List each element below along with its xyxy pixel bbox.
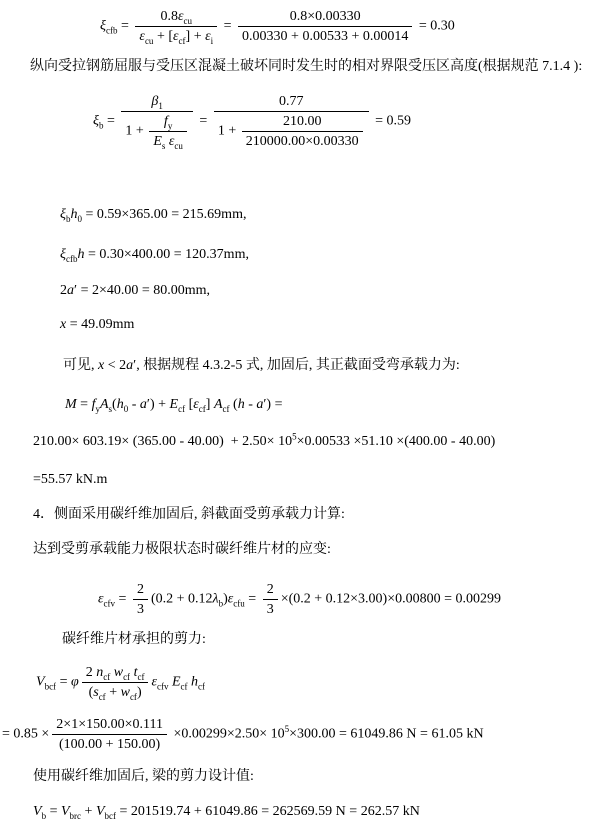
math-var: h (70, 207, 78, 222)
paragraph-text: < 2 (104, 358, 127, 373)
fraction-denominator (82, 683, 149, 701)
fraction-numerator: 2×1×150.00×0.111 (52, 716, 167, 735)
equation-strain (98, 581, 501, 618)
math-text: = (195, 113, 211, 129)
fraction-numerator: 210.00 (242, 113, 363, 132)
fraction-numerator (149, 113, 187, 132)
math-text: = 0.85 × (2, 726, 50, 742)
fraction (135, 8, 217, 45)
math-text: (0.2 + 0.12 (150, 591, 213, 607)
math-var: a (256, 397, 264, 412)
fraction-numerator: 2 (263, 581, 278, 600)
math-sub: cfv (103, 598, 116, 609)
heading-section-4: 4．侧面采用碳纤维加固后, 斜截面受剪承载力计算: (33, 507, 345, 522)
equation-vbcf (36, 664, 205, 701)
paragraph-boundary-height: 纵向受拉钢筋屈服与受压区混凝土破坏同时发生时的相对界限受压区高度(根据规范 7.1.4 ): (30, 59, 583, 74)
fraction (82, 664, 149, 701)
paragraph-text: 可见, (63, 358, 98, 373)
math-text: = 49.09mm (66, 317, 135, 332)
fraction-numerator: 2 (133, 581, 148, 600)
math-text: ( (112, 397, 117, 412)
equation-xi-b (93, 93, 411, 150)
math-text: = 0.59 (371, 113, 412, 129)
math-text: ′) + (146, 397, 170, 412)
math-var: a (126, 358, 134, 373)
math-var: ε (193, 397, 199, 412)
math-var: M (65, 397, 77, 412)
math-text: ) (136, 685, 142, 700)
fraction-denominator: 0.00330 + 0.00533 + 0.00014 (242, 29, 409, 44)
math-text: 2 (60, 283, 67, 298)
fraction (52, 716, 167, 753)
math-var: a (67, 283, 74, 298)
math-sub: cf (198, 681, 206, 692)
math-sub: bcf (104, 810, 116, 821)
math-var: λ (212, 591, 219, 607)
math-var: ε (151, 674, 157, 690)
math-sub: cfv (156, 681, 169, 692)
math-var: E (153, 134, 162, 149)
line-xib-h0 (60, 205, 246, 224)
fraction-denominator (149, 132, 187, 150)
math-text: 0.8 (160, 9, 178, 24)
equation-moment (65, 395, 282, 414)
math-var: ε (168, 134, 175, 149)
math-text: = (46, 804, 61, 819)
fraction-numerator (135, 8, 217, 27)
math-var: x (60, 317, 67, 332)
fraction-numerator: 0.77 (214, 93, 369, 112)
math-var: s (93, 685, 99, 700)
math-var: w (113, 665, 124, 680)
fraction (214, 93, 369, 150)
line-2a-prime (60, 281, 210, 300)
math-var: ε (205, 29, 211, 44)
math-text: ×0.00533 ×51.10 ×(400.00 - 40.00) (296, 434, 496, 449)
math-text: + (81, 804, 96, 819)
equation-vbcf-calculation (2, 716, 484, 753)
math-sub: cfu (233, 598, 245, 609)
math-sup: 5 (292, 431, 297, 442)
fraction-denominator (135, 27, 217, 45)
math-var: V (95, 804, 105, 819)
math-var: t (133, 665, 138, 680)
math-text: - (244, 397, 257, 412)
math-text: ′) = (263, 397, 283, 412)
paragraph-design-value-intro: 使用碳纤维加固后, 梁的剪力设计值: (33, 769, 254, 784)
fraction-denominator: 3 (136, 602, 144, 617)
math-sub: cf (103, 671, 111, 682)
math-text: 1 + (125, 123, 148, 139)
math-sub: bcf (44, 681, 57, 692)
math-sub: b (99, 120, 104, 131)
math-sub: cf (123, 671, 131, 682)
line-moment-result: =55.57 kN.m (33, 472, 108, 487)
line-x-value (60, 315, 134, 334)
math-sub: cf (180, 681, 188, 692)
math-text: ] + (185, 29, 206, 44)
math-var: n (96, 665, 104, 680)
math-text: = (103, 113, 119, 129)
math-sup: 5 (284, 724, 290, 735)
math-sub: cf (178, 35, 186, 46)
math-text: = 0.30×400.00 = 120.37mm, (84, 247, 249, 262)
fraction-numerator (121, 93, 193, 112)
math-text: ) (223, 591, 228, 607)
math-text: ] (205, 397, 214, 412)
fraction-denominator: 3 (266, 602, 274, 617)
fraction-numerator (82, 664, 149, 683)
math-sub: b (218, 598, 224, 609)
fraction-denominator: (100.00 + 150.00) (59, 737, 161, 752)
math-text: = (244, 591, 260, 607)
math-text: + (105, 685, 121, 700)
math-text: ( (229, 397, 238, 412)
math-sub: cu (144, 35, 154, 46)
math-var: β (151, 94, 159, 109)
math-sub: y (95, 403, 100, 414)
math-sub: i (210, 35, 214, 46)
math-var: ε (139, 29, 145, 44)
math-var: V (36, 674, 45, 690)
fraction-numerator: 0.8×0.00330 (238, 8, 412, 27)
math-text: 210.00× 603.19× (365.00 - 40.00) + 2.50× 10 (33, 434, 293, 449)
math-sub: b (41, 810, 47, 821)
math-text: ×(0.2 + 0.12×3.00)×0.00800 = 0.00299 (280, 591, 501, 607)
math-text: ′ = 2×40.00 = 80.00mm, (74, 283, 211, 298)
math-text: 2 (85, 665, 97, 680)
math-sub: cf (137, 671, 145, 682)
math-text: = (115, 591, 130, 607)
math-var: ε (178, 9, 184, 24)
paragraph-shear-intro: 碳纤维片材承担的剪力: (62, 632, 206, 647)
math-var: h (191, 674, 199, 690)
math-var: φ (70, 674, 79, 690)
math-var: w (120, 685, 130, 700)
math-text: + [ (153, 29, 173, 44)
fraction-denominator (214, 112, 369, 150)
paragraph-conclusion-x (63, 356, 460, 375)
math-var: ε (227, 591, 234, 607)
math-sub: s (108, 403, 113, 414)
math-var: h (116, 397, 124, 412)
math-var: ξ (100, 18, 106, 34)
math-var: f (163, 114, 168, 129)
fraction (238, 8, 412, 45)
math-var: ε (98, 591, 104, 607)
line-moment-calculation (33, 432, 495, 451)
math-var: E (171, 674, 181, 690)
math-sub: cfb (106, 25, 118, 36)
fraction (133, 581, 148, 618)
math-var: f (91, 397, 96, 412)
math-var: h (77, 247, 85, 262)
math-var: x (98, 358, 105, 373)
math-sub: cf (98, 691, 106, 702)
math-text: = (117, 18, 133, 34)
math-text: ( (88, 685, 94, 700)
math-text: [ (185, 397, 194, 412)
math-text: = 0.30 (415, 18, 455, 34)
math-sub: brc (69, 810, 82, 821)
equation-xi-cfb (100, 8, 455, 45)
paragraph-strain-intro: 达到受剪承载能力极限状态时碳纤维片材的应变: (33, 542, 331, 557)
math-var: h (237, 397, 245, 412)
line-xicfb-h (60, 245, 249, 264)
math-text: ×0.00299×2.50× 10 (169, 726, 285, 742)
math-sub: cf (198, 403, 206, 414)
math-text: = (76, 397, 92, 412)
math-var: V (60, 804, 70, 819)
equation-vb (33, 802, 420, 821)
math-sub: 0 (77, 213, 82, 224)
math-sub: cu (183, 15, 193, 26)
fraction (121, 93, 193, 150)
math-sub: cf (129, 691, 137, 702)
math-text: = (56, 674, 71, 690)
math-text: 1 + (217, 123, 240, 139)
math-var: a (139, 397, 147, 412)
math-var: A (99, 397, 109, 412)
fraction (263, 581, 278, 618)
fraction-denominator: 210000.00×0.00330 (245, 134, 359, 149)
math-text: - (128, 397, 140, 412)
math-sub: cf (222, 403, 230, 414)
math-sub: b (66, 213, 71, 224)
math-sub: cu (174, 140, 183, 151)
math-sub: 0 (123, 403, 129, 414)
fraction (242, 113, 363, 150)
fraction-denominator (121, 112, 193, 150)
math-var: ξ (60, 207, 66, 222)
math-var: ξ (93, 113, 99, 129)
math-sub: cfb (66, 253, 78, 264)
math-text: = 201519.74 + 61049.86 = 262569.59 N = 262.57 kN (116, 804, 420, 819)
paragraph-text: ′, 根据规程 4.3.2-5 式, 加固后, 其正截面受弯承载力为: (133, 358, 460, 373)
math-var: ε (173, 29, 179, 44)
math-text: = 0.59×365.00 = 215.69mm, (82, 207, 247, 222)
math-text: = (220, 18, 236, 34)
math-sub: cf (178, 403, 186, 414)
math-sub: y (167, 120, 173, 131)
math-var: A (213, 397, 223, 412)
math-sub: 1 (158, 100, 163, 111)
fraction (149, 113, 187, 150)
math-var: ξ (60, 247, 66, 262)
math-var: E (169, 397, 179, 412)
math-sub: s (161, 140, 166, 151)
math-var: V (33, 804, 42, 819)
math-text: ×300.00 = 61049.86 N = 61.05 kN (289, 726, 484, 742)
